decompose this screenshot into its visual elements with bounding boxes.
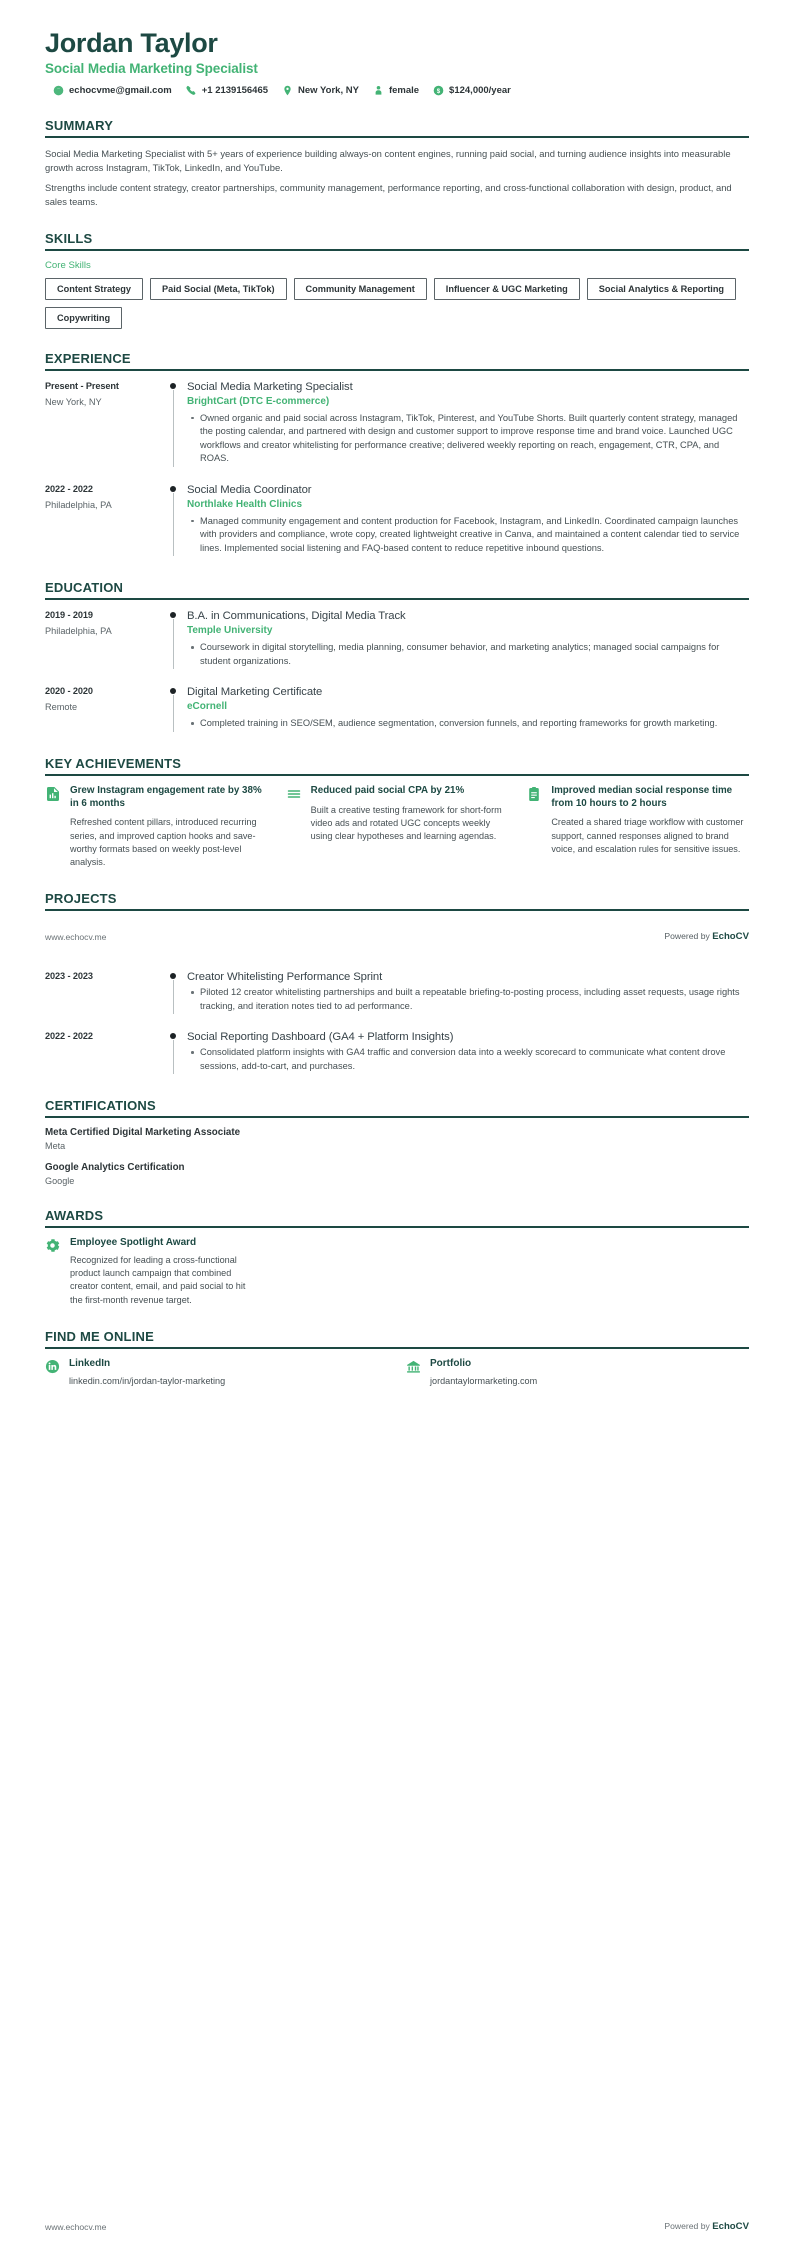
award-title: Employee Spotlight Award (70, 1237, 197, 1249)
section-title-find-me-online: FIND ME ONLINE (45, 1328, 154, 1344)
section-divider (45, 249, 749, 251)
achievement-description: Created a shared triage workflow with customer support, canned responses aligned to brand voice, and escalation rules for sensitive issues. (551, 817, 744, 854)
list-lines-icon (286, 786, 302, 802)
achievement-title: Reduced paid social CPA by 21% (310, 784, 465, 796)
award-body (70, 1237, 255, 1307)
entry-date: Present - Present (45, 380, 119, 391)
footer-brand-name: EchoCV (712, 2221, 749, 2232)
contact-phone (186, 85, 268, 96)
entry-meta (45, 380, 165, 407)
entry-role: Social Media Coordinator (187, 483, 312, 496)
timeline-rail (165, 970, 187, 1016)
online-links (45, 1358, 749, 1388)
section-skills (45, 231, 749, 329)
skill-chip: Copywriting (45, 307, 122, 329)
online-link-name: LinkedIn (69, 1357, 111, 1369)
achievement-item (45, 785, 268, 869)
entry-role: Social Media Marketing Specialist (187, 380, 353, 393)
certification-issuer: Meta (45, 1141, 66, 1152)
entry-bullet-list (187, 641, 749, 668)
skills-chip-list (45, 278, 749, 329)
page-title: Jordan Taylor (45, 28, 218, 58)
timeline-line (173, 390, 174, 467)
entry-body (187, 609, 749, 671)
entry-body (187, 685, 749, 734)
phone-icon (186, 85, 197, 96)
section-key-achievements (45, 756, 749, 869)
certification-issuer: Google (45, 1176, 75, 1187)
section-title-key-achievements: KEY ACHIEVEMENTS (45, 755, 182, 771)
entry-location: Remote (45, 702, 78, 713)
online-link-body (69, 1358, 225, 1388)
entry-date: 2022 - 2022 (45, 483, 93, 494)
section-education (45, 580, 749, 734)
contact-phone-value: +1 2139156465 (201, 85, 269, 97)
entry-bullet: Completed training in SEO/SEM, audience segmentation, conversion funnels, and reporting frameworks for growth marketing. (200, 717, 749, 730)
footer-brand (664, 2221, 749, 2232)
skills-group-label: Core Skills (45, 259, 91, 271)
project-title: Creator Whitelisting Performance Sprint (187, 971, 383, 984)
skill-chip: Paid Social (Meta, TikTok) (150, 278, 287, 300)
contact-bar (45, 85, 749, 96)
certification-name: Google Analytics Certification (45, 1162, 185, 1174)
summary-body (45, 147, 749, 209)
certification-name: Meta Certified Digital Marketing Associate (45, 1127, 241, 1139)
entry-location: Philadelphia, PA (45, 499, 112, 510)
page-footer-strip (45, 931, 749, 946)
summary-paragraph: Strengths include content strategy, creator partnerships, community management, performance reporting, and cross-functional collaboration with design, product, and sales teams. (45, 182, 732, 207)
timeline-rail (165, 1030, 187, 1076)
timeline-line (173, 695, 174, 732)
section-summary (45, 118, 749, 209)
portfolio-icon (406, 1359, 421, 1374)
salary-icon (433, 85, 444, 96)
online-link-linkedin[interactable] (45, 1358, 388, 1388)
entry-body (187, 970, 749, 1016)
entry-degree: B.A. in Communications, Digital Media Track (187, 610, 406, 623)
achievement-item (286, 785, 509, 869)
entry-bullet-list (187, 412, 749, 466)
timeline-rail (165, 685, 187, 734)
location-pin-icon (282, 85, 293, 96)
professional-headline: Social Media Marketing Specialist (45, 61, 258, 77)
entry-bullet: Piloted 12 creator whitelisting partnerships and built a repeatable briefing-to-posting process, including asset requests, usage rights tracking, and iteration notes tied to ad performance. (200, 986, 749, 1013)
section-title-certifications: CERTIFICATIONS (45, 1098, 156, 1114)
project-entry (45, 970, 749, 1016)
section-title-projects: PROJECTS (45, 891, 117, 907)
contact-gender (373, 85, 419, 96)
online-link-name: Portfolio (430, 1357, 472, 1369)
timeline-dot (170, 486, 176, 492)
section-awards (45, 1208, 749, 1307)
contact-location (282, 85, 359, 96)
achievement-item (526, 785, 749, 869)
contact-gender-value: female (388, 85, 420, 97)
entry-bullet-list (187, 515, 749, 555)
entry-meta (45, 970, 165, 987)
section-experience (45, 351, 749, 559)
skill-chip: Influencer & UGC Marketing (434, 278, 580, 300)
entry-date: 2020 - 2020 (45, 686, 93, 697)
timeline-dot (170, 1033, 176, 1039)
education-entry (45, 609, 749, 671)
achievement-body (311, 785, 509, 843)
achievement-title: Improved median social response time from 10 hours to 2 hours (551, 784, 733, 809)
timeline-line (173, 980, 174, 1014)
section-projects (45, 891, 749, 1076)
section-title-experience: EXPERIENCE (45, 350, 131, 366)
entry-degree: Digital Marketing Certificate (187, 686, 323, 699)
entry-meta (45, 609, 165, 636)
achievement-body (70, 785, 268, 869)
contact-salary-value: $124,000/year (449, 85, 511, 97)
online-link-body (430, 1358, 537, 1388)
section-title-education: EDUCATION (45, 580, 124, 596)
achievement-description: Refreshed content pillars, introduced recurring series, and improved caption hooks and save-worthy formats based on weekly post-level analysis. (70, 817, 257, 867)
skill-chip: Content Strategy (45, 278, 143, 300)
entry-location: New York, NY (45, 396, 102, 407)
experience-entry (45, 483, 749, 559)
entry-bullet: Managed community engagement and content production for Facebook, Instagram, and LinkedIn. Coordinated campaign launches with providers and compliance, wrote copy, created lightweight creative in Canva, and maintained a content calendar tied to service lines. Implemented social listening and FAQ-based content to reduce repetitive inbound questions. (200, 515, 749, 555)
footer-site: www.echocv.me (45, 2221, 107, 2232)
entry-bullet: Coursework in digital storytelling, media planning, consumer behavior, and marketing analytics; managed social campaigns for student organizations. (200, 641, 749, 668)
entry-meta (45, 685, 165, 712)
entry-bullet: Owned organic and paid social across Instagram, TikTok, Pinterest, and YouTube Shorts. Built quarterly content strategy, managed the posting calendar, and partnered with design and customer support to improve response time and brand voice. Launched UGC workflows and creator whitelisting for performance creative; delivered weekly reporting on reach, engagement, CTR, CPA, and ROAS. (200, 412, 749, 466)
award-description: Recognized for leading a cross-functional product launch campaign that combined creator content, email, and paid social to hit the first-month revenue target. (70, 1255, 246, 1305)
timeline-rail (165, 380, 187, 469)
entry-meta (45, 483, 165, 510)
person-icon (373, 85, 384, 96)
entry-bullet: Consolidated platform insights with GA4 traffic and conversion data into a weekly scorecard to communicate what content drove sessions, add-to-cart, and purchases. (200, 1046, 749, 1073)
gear-award-icon (45, 1238, 60, 1253)
footer-powered-prefix: Powered by (664, 2221, 713, 2231)
achievement-grid (45, 785, 749, 869)
entry-organization: BrightCart (DTC E-commerce) (187, 395, 330, 407)
contact-location-value: New York, NY (298, 85, 359, 97)
contact-salary (433, 85, 511, 96)
timeline-line (173, 493, 174, 557)
entry-body (187, 1030, 749, 1076)
entry-date: 2022 - 2022 (45, 1031, 93, 1042)
section-divider (45, 369, 749, 371)
certification-item (45, 1127, 749, 1151)
achievement-body (551, 785, 749, 856)
entry-bullet-list (187, 717, 749, 730)
award-item (45, 1237, 255, 1307)
skill-chip: Social Analytics & Reporting (587, 278, 736, 300)
certification-item (45, 1162, 749, 1186)
section-divider (45, 136, 749, 138)
entry-location: Philadelphia, PA (45, 626, 112, 637)
entry-meta (45, 1030, 165, 1047)
footer-site: www.echocv.me (45, 931, 107, 942)
footer-brand (664, 931, 749, 942)
entry-bullet-list (187, 1046, 749, 1073)
entry-date: 2023 - 2023 (45, 971, 93, 982)
svg-text:$: $ (436, 87, 441, 95)
document-chart-icon (45, 786, 61, 802)
online-link-url[interactable]: jordantaylormarketing.com (430, 1375, 538, 1386)
contact-email (53, 85, 172, 96)
achievement-description: Built a creative testing framework for short-form video ads and rotated UGC concepts weekly using clear hypotheses and learning agendas. (310, 804, 502, 841)
timeline-dot (170, 688, 176, 694)
section-divider (45, 1347, 749, 1349)
section-divider (45, 1116, 749, 1118)
entry-body (187, 483, 749, 559)
timeline-line (173, 619, 174, 669)
document-footer (45, 2221, 749, 2232)
contact-email-value: echocvme@gmail.com (69, 85, 172, 97)
section-title-awards: AWARDS (45, 1208, 104, 1224)
footer-powered-prefix: Powered by (664, 931, 713, 942)
entry-institution: Temple University (187, 625, 273, 637)
section-divider (45, 909, 749, 911)
entry-organization: Northlake Health Clinics (187, 498, 303, 510)
section-title-summary: SUMMARY (45, 118, 114, 134)
linkedin-icon (45, 1359, 60, 1374)
clipboard-icon (526, 786, 542, 802)
achievement-title: Grew Instagram engagement rate by 38% in 6 months (70, 784, 262, 809)
timeline-dot (170, 383, 176, 389)
entry-body (187, 380, 749, 469)
email-icon (53, 85, 64, 96)
section-divider (45, 1226, 749, 1228)
online-link-url[interactable]: linkedin.com/in/jordan-taylor-marketing (69, 1375, 226, 1386)
timeline-rail (165, 609, 187, 671)
education-entry (45, 685, 749, 734)
entry-date: 2019 - 2019 (45, 610, 93, 621)
timeline-rail (165, 483, 187, 559)
skill-chip: Community Management (294, 278, 427, 300)
timeline-dot (170, 973, 176, 979)
entry-bullet-list (187, 986, 749, 1013)
section-divider (45, 598, 749, 600)
timeline-line (173, 1040, 174, 1074)
project-title: Social Reporting Dashboard (GA4 + Platform Insights) (187, 1031, 454, 1044)
section-certifications (45, 1098, 749, 1186)
section-find-me-online (45, 1329, 749, 1388)
resume-header (45, 28, 749, 96)
entry-institution: eCornell (187, 701, 228, 713)
timeline-dot (170, 612, 176, 618)
project-entry (45, 1030, 749, 1076)
section-title-skills: SKILLS (45, 230, 93, 246)
experience-entry (45, 380, 749, 469)
summary-paragraph: Social Media Marketing Specialist with 5+ years of experience building always-on content engines, running paid social, and turning audience insights into measurable growth across Instagram, TikTok, LinkedIn, and YouTube. (45, 148, 731, 173)
section-divider (45, 774, 749, 776)
footer-brand-name: EchoCV (712, 931, 749, 943)
online-link-portfolio[interactable] (406, 1358, 749, 1388)
